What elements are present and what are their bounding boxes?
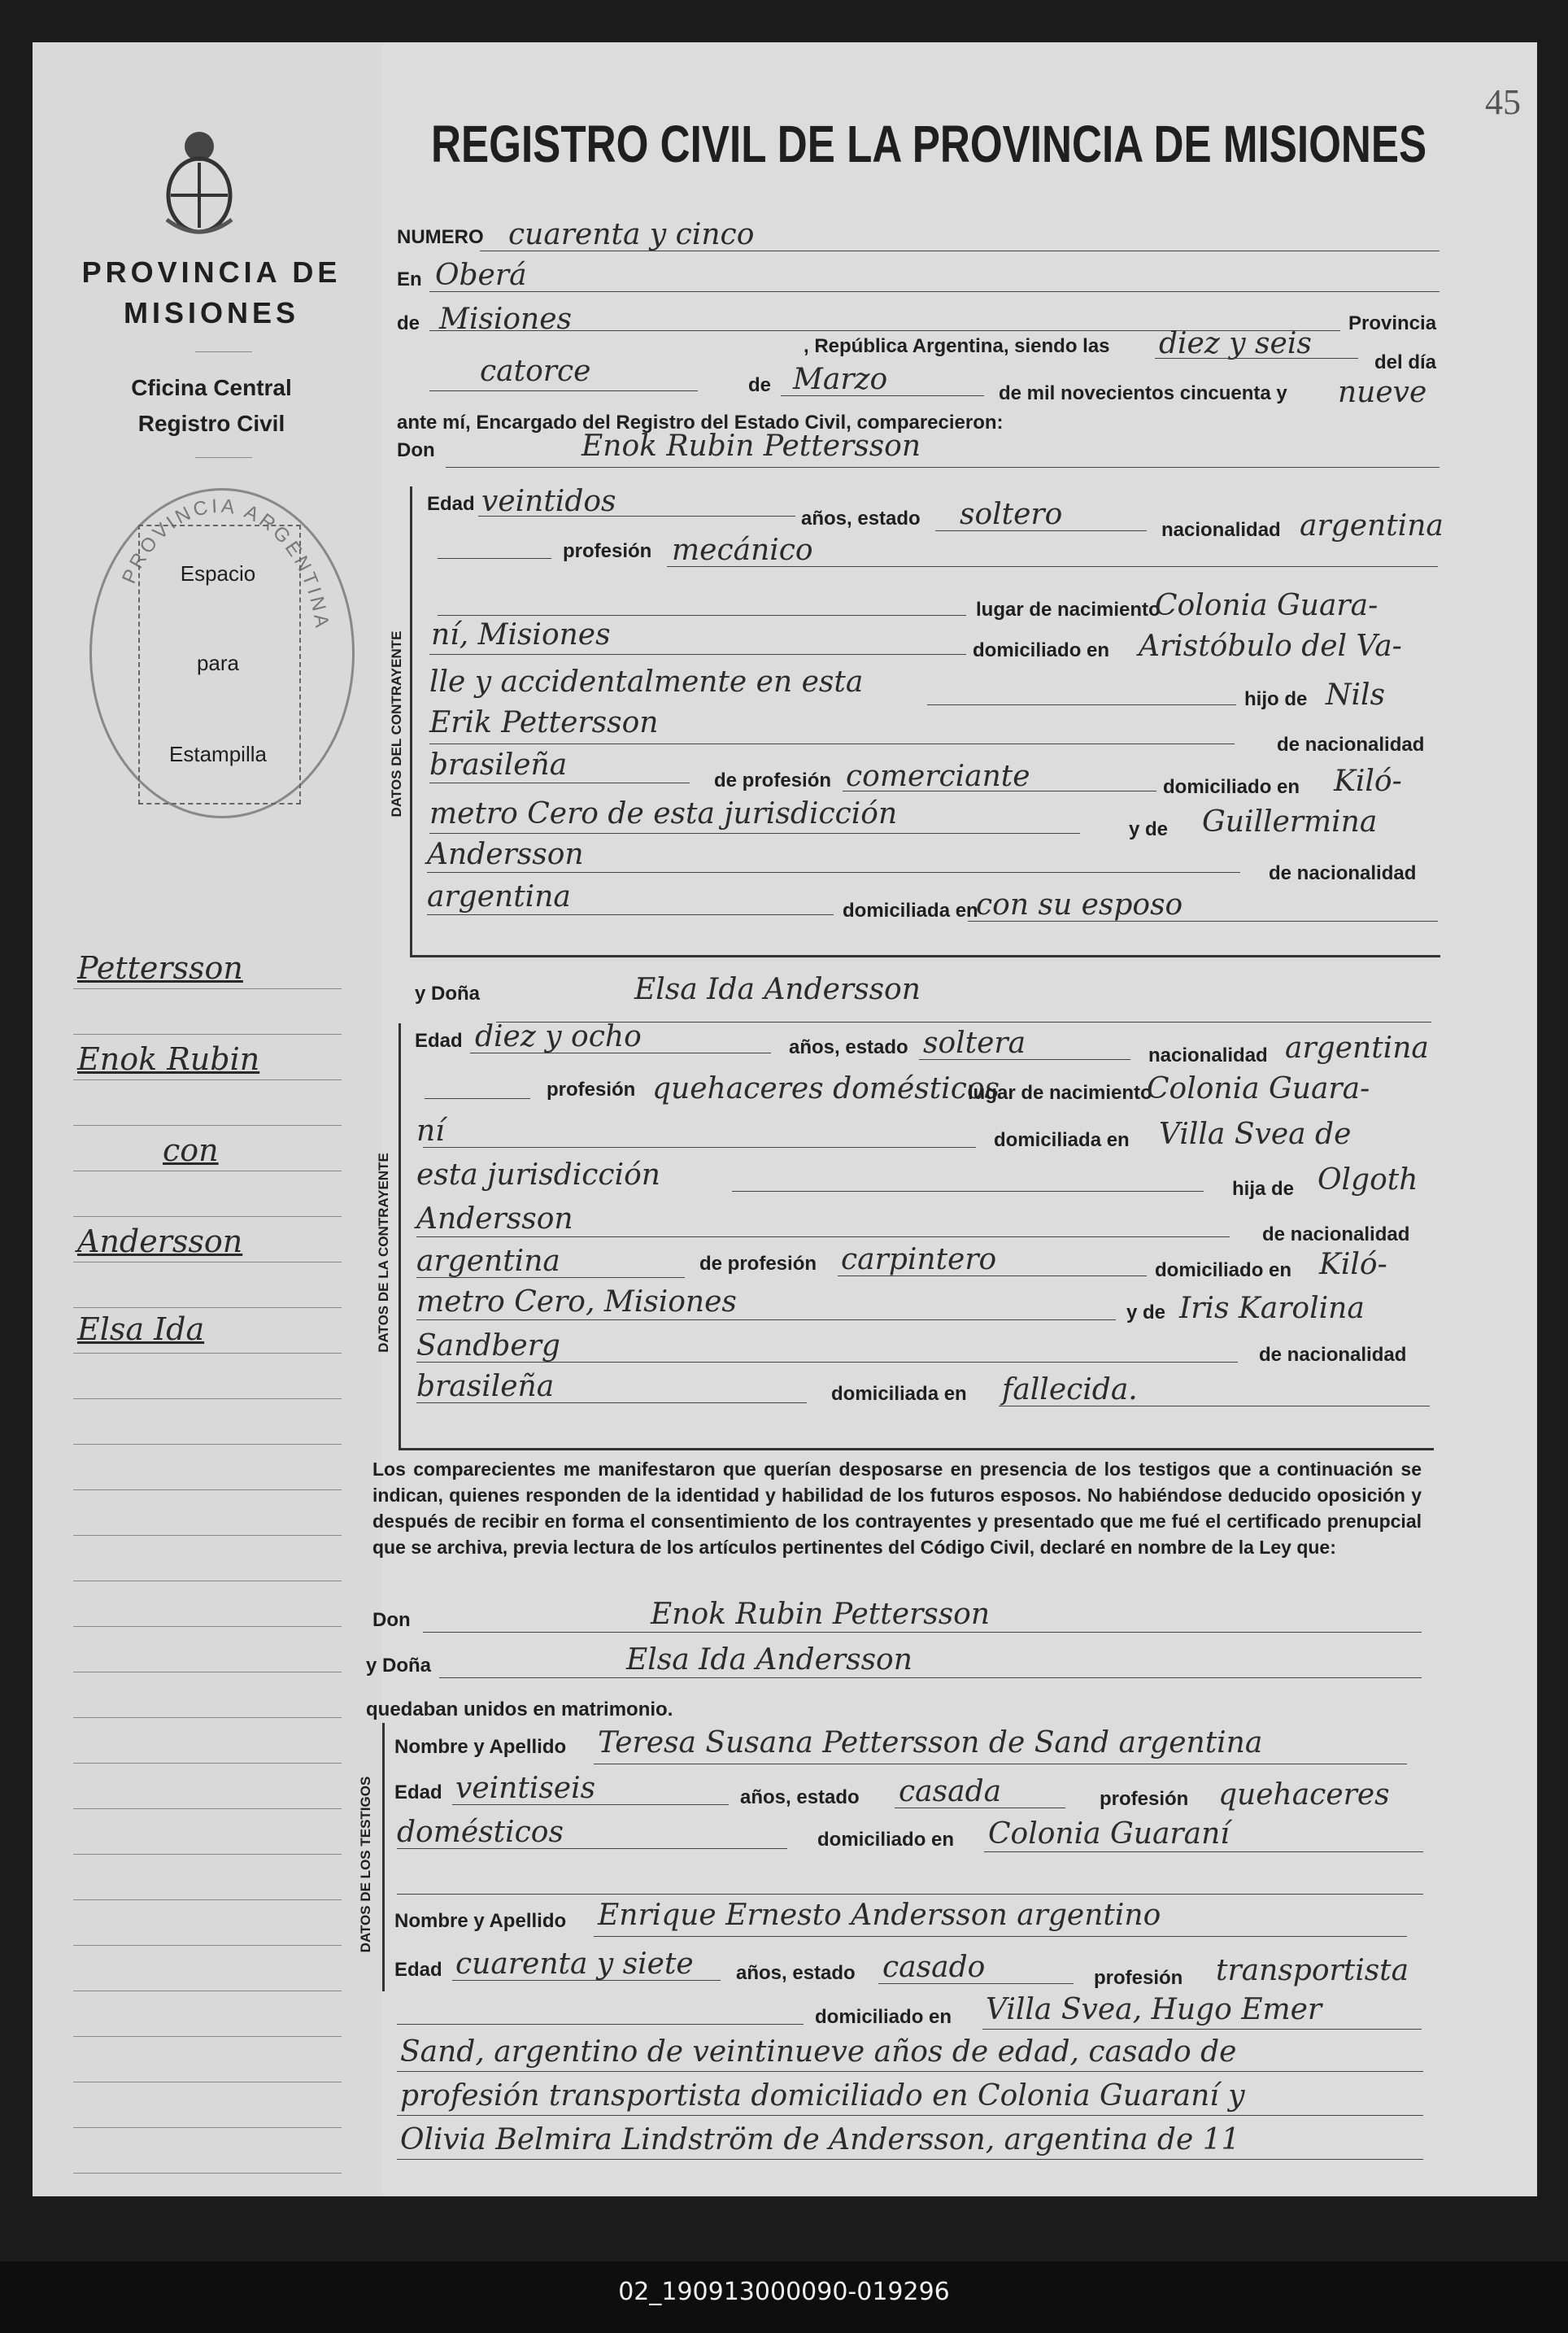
ruled-line bbox=[73, 1034, 342, 1035]
padre-value: Andersson bbox=[416, 1202, 573, 1236]
line bbox=[919, 1059, 1130, 1060]
extra-note-line1: Sand, argentino de veintinueve años de edad, casado de bbox=[400, 2035, 1237, 2069]
edad-label: Edad bbox=[394, 1959, 442, 1981]
domiciliado-label-2: domiciliado en bbox=[1163, 776, 1300, 798]
padre-value: Erik Pettersson bbox=[429, 706, 659, 739]
y-de-label: y de bbox=[1126, 1302, 1166, 1323]
page-title: REGISTRO CIVIL DE LA PROVINCIA DE MISIONES bbox=[431, 115, 1427, 173]
anos-estado: años, estado bbox=[789, 1036, 908, 1058]
padre-nacionalidad: brasileña bbox=[429, 748, 568, 782]
line bbox=[397, 2159, 1423, 2160]
ante-text: ante mí, Encargado del Registro del Estado Civil, comparecieron: bbox=[397, 412, 1004, 434]
profesion-label: profesión bbox=[547, 1079, 636, 1101]
estado-value: soltero bbox=[960, 498, 1063, 531]
witness1-name: Teresa Susana Pettersson de Sand argentina bbox=[598, 1726, 1263, 1760]
domiciliada-label-2: domiciliada en bbox=[831, 1383, 967, 1405]
witness1-profession-2: domésticos bbox=[397, 1816, 564, 1849]
line bbox=[397, 2024, 804, 2025]
hour-value: diez y seis bbox=[1159, 327, 1312, 360]
del-dia-label: del día bbox=[1374, 351, 1437, 373]
estado-value: soltera bbox=[923, 1027, 1026, 1060]
line bbox=[984, 1851, 1423, 1852]
dona-value: Elsa Ida Andersson bbox=[626, 1643, 912, 1677]
month-value: Marzo bbox=[793, 363, 888, 396]
line bbox=[423, 1632, 1422, 1633]
y-de-label: y de bbox=[1129, 818, 1169, 840]
anos-estado: años, estado bbox=[801, 508, 921, 530]
line bbox=[429, 390, 698, 391]
lugar-label: lugar de nacimiento bbox=[976, 599, 1161, 621]
domicilio-value-2: lle y accidentalmente en esta bbox=[429, 665, 864, 699]
nacionalidad-label: nacionalidad bbox=[1148, 1044, 1268, 1066]
lugar-value: Colonia Guara- bbox=[1155, 589, 1379, 622]
dona-value: Elsa Ida Andersson bbox=[634, 973, 921, 1006]
nacionalidad-value: argentina bbox=[1285, 1031, 1429, 1065]
domicilio-value-2: esta jurisdicción bbox=[416, 1158, 660, 1192]
line bbox=[439, 1677, 1422, 1678]
line bbox=[416, 1319, 1116, 1320]
stamp-word-espacio: Espacio bbox=[180, 561, 256, 586]
line bbox=[427, 872, 1240, 873]
domiciliada-label: domiciliada en bbox=[843, 900, 978, 922]
nacionalidad-value: argentina bbox=[1300, 509, 1444, 543]
extra-note-line2: profesión transportista domiciliado en Colonia Guaraní y bbox=[400, 2079, 1245, 2113]
divider bbox=[195, 351, 252, 352]
witness2-status: casado bbox=[882, 1951, 986, 1984]
de-nacionalidad-2: de nacionalidad bbox=[1259, 1344, 1407, 1366]
witness1-status: casada bbox=[899, 1775, 1002, 1808]
domiciliado-label: domiciliado en bbox=[817, 1829, 955, 1851]
province-line1: PROVINCIA DE bbox=[81, 255, 342, 289]
line bbox=[878, 1983, 1074, 1984]
ruled-line bbox=[73, 1125, 342, 1126]
ruled-line bbox=[73, 1899, 342, 1900]
de-value: Misiones bbox=[439, 303, 573, 336]
de-nacionalidad: de nacionalidad bbox=[1262, 1223, 1410, 1245]
witness1-address: Colonia Guaraní bbox=[988, 1817, 1230, 1851]
line bbox=[429, 654, 966, 655]
office-line1: Cficina Central bbox=[131, 375, 292, 400]
edad-label: Edad bbox=[394, 1781, 442, 1803]
office-heading bbox=[49, 370, 374, 442]
lugar-value-2: ní, Misiones bbox=[431, 618, 611, 652]
lugar-value-2: ní bbox=[416, 1114, 445, 1148]
stamp-ring-label: PROVINCIA ARGENTINA bbox=[118, 495, 333, 632]
madre-value-2: Andersson bbox=[427, 838, 584, 871]
ruled-line bbox=[73, 1216, 342, 1217]
domiciliado-label: domiciliado en bbox=[815, 2006, 952, 2028]
don-label: Don bbox=[372, 1609, 411, 1631]
line bbox=[478, 516, 795, 517]
day-value: catorce bbox=[480, 355, 591, 388]
nombre-apellido-label: Nombre y Apellido bbox=[394, 1910, 567, 1932]
profesion-value: mecánico bbox=[672, 534, 813, 567]
line bbox=[416, 1362, 1238, 1363]
line bbox=[416, 1236, 1230, 1237]
office-line2: Registro Civil bbox=[137, 411, 285, 436]
de-nacionalidad-2: de nacionalidad bbox=[1269, 862, 1417, 884]
province-heading bbox=[49, 252, 374, 334]
left-register-page bbox=[33, 42, 385, 2196]
witness2-name: Enrique Ernesto Andersson argentino bbox=[598, 1899, 1161, 1932]
hijo-label: hijo de bbox=[1244, 688, 1308, 710]
de-nacionalidad: de nacionalidad bbox=[1277, 734, 1425, 756]
line bbox=[416, 1402, 807, 1403]
ruled-line bbox=[73, 1307, 342, 1308]
witness1-age: veintiseis bbox=[455, 1772, 596, 1805]
padre-nacionalidad: argentina bbox=[416, 1245, 560, 1278]
numero-label: NUMERO bbox=[397, 226, 484, 248]
witness1-profession: quehaceres bbox=[1218, 1778, 1390, 1812]
line bbox=[416, 1277, 685, 1278]
padre-profesion: comerciante bbox=[846, 760, 1030, 793]
page-number: 45 bbox=[1485, 82, 1521, 122]
hijo-value: Nils bbox=[1326, 678, 1386, 712]
bride-section-label: DATOS DE LA CONTRAYENTE bbox=[376, 1153, 391, 1353]
ruled-line bbox=[73, 1854, 342, 1855]
provincia-label: Provincia bbox=[1348, 312, 1437, 334]
ruled-line bbox=[73, 1353, 342, 1354]
padre-domicilio: Kiló- bbox=[1319, 1248, 1387, 1281]
declaration-paragraph: Los comparecientes me manifestaron que querían desposarse en presencia de los testigos que a continuación se indican, quienes responden de la identidad y habilidad de los futuros esposos. No habiéndose deducido oposición y después de recibir en forma el consentimiento de los contrayentes y presentado que me fué el certificado prenupcial que se archiva, previa lectura de los artículos pertinentes del Código Civil, declaré en nombre de la Ley que: bbox=[372, 1459, 1422, 1558]
ruled-line bbox=[73, 1763, 342, 1764]
don-value: Enok Rubin Pettersson bbox=[581, 430, 921, 463]
madre-value-2: Sandberg bbox=[416, 1329, 560, 1363]
extra-note-line3: Olivia Belmira Lindström de Andersson, argentina de 11 bbox=[400, 2123, 1240, 2156]
padre-domicilio: Kiló- bbox=[1334, 765, 1402, 798]
ruled-line bbox=[73, 1535, 342, 1536]
de-label: de bbox=[397, 312, 420, 334]
line bbox=[667, 566, 1438, 567]
stamp-word-estampilla: Estampilla bbox=[169, 742, 267, 766]
lugar-value: Colonia Guara- bbox=[1147, 1072, 1370, 1105]
padre-domicilio-2: metro Cero de esta jurisdicción bbox=[429, 797, 898, 831]
ruled-line bbox=[73, 2127, 342, 2128]
line bbox=[397, 1894, 1423, 1895]
padre-domicilio-2: metro Cero, Misiones bbox=[416, 1285, 737, 1319]
line bbox=[968, 921, 1438, 922]
profesion-label: profesión bbox=[563, 540, 652, 562]
line bbox=[452, 1804, 729, 1805]
line bbox=[452, 1980, 721, 1981]
republica-text: , República Argentina, siendo las bbox=[804, 335, 1110, 357]
line bbox=[397, 2115, 1423, 2116]
ruled-line bbox=[73, 1945, 342, 1946]
don-value: Enok Rubin Pettersson bbox=[651, 1598, 991, 1631]
edad-value: diez y ocho bbox=[475, 1020, 642, 1053]
groom-section-label: DATOS DEL CONTRAYENTE bbox=[389, 630, 404, 818]
line bbox=[594, 1936, 1407, 1937]
line bbox=[397, 1848, 787, 1849]
profesion-label: profesión bbox=[1100, 1788, 1189, 1810]
domiciliado-label: domiciliado en bbox=[973, 639, 1110, 661]
line bbox=[1155, 358, 1358, 359]
profesion-value: quehaceres domésticos bbox=[652, 1072, 1000, 1105]
margin-name: Enok Rubin bbox=[77, 1041, 260, 1077]
year-text: de mil novecientos cincuenta y bbox=[999, 382, 1287, 404]
line bbox=[397, 2071, 1423, 2072]
line bbox=[438, 558, 551, 559]
profesion-label: profesión bbox=[1094, 1967, 1183, 1989]
witnesses-section-label: DATOS DE LOS TESTIGOS bbox=[358, 1776, 373, 1953]
madre-value: Iris Karolina bbox=[1179, 1292, 1365, 1325]
margin-name: Pettersson bbox=[77, 950, 243, 986]
year-value: nueve bbox=[1338, 376, 1427, 409]
scan-identifier: 02_190913000090-019296 bbox=[618, 2278, 950, 2306]
ruled-line bbox=[73, 1717, 342, 1718]
margin-name: Elsa Ida bbox=[77, 1311, 205, 1347]
edad-value: veintidos bbox=[481, 485, 616, 518]
nacionalidad-label: nacionalidad bbox=[1161, 519, 1281, 541]
line bbox=[982, 2029, 1422, 2030]
numero-value: cuarenta y cinco bbox=[508, 218, 755, 251]
line bbox=[425, 1098, 530, 1099]
line bbox=[427, 914, 834, 915]
ruled-line bbox=[73, 1444, 342, 1445]
madre-nacionalidad: argentina bbox=[427, 880, 571, 914]
y-dona-label: y Doña bbox=[415, 983, 481, 1005]
line bbox=[446, 467, 1440, 468]
anos-estado: años, estado bbox=[740, 1786, 860, 1808]
madre-domicilio: fallecida. bbox=[1002, 1373, 1138, 1406]
stamp-word-para: para bbox=[196, 651, 240, 675]
ruled-line bbox=[73, 1808, 342, 1809]
padre-profesion: carpintero bbox=[841, 1243, 997, 1276]
hija-value: Olgoth bbox=[1318, 1163, 1418, 1197]
witness2-address: Villa Svea, Hugo Emer bbox=[986, 1993, 1322, 2026]
line bbox=[927, 704, 1236, 705]
domiciliada-label: domiciliada en bbox=[994, 1129, 1130, 1151]
en-value: Oberá bbox=[435, 259, 527, 292]
margin-name: con bbox=[163, 1132, 219, 1168]
y-dona-label: y Doña bbox=[366, 1655, 432, 1677]
ruled-line bbox=[73, 1079, 342, 1080]
ruled-line bbox=[73, 1489, 342, 1490]
en-label: En bbox=[397, 268, 422, 290]
nombre-apellido-label: Nombre y Apellido bbox=[394, 1736, 567, 1758]
edad-label: Edad bbox=[427, 493, 475, 515]
domiciliado-label: domiciliado en bbox=[1155, 1259, 1292, 1281]
line bbox=[935, 530, 1147, 531]
edad-label: Edad bbox=[415, 1030, 463, 1052]
line bbox=[423, 1147, 976, 1148]
domicilio-value: Villa Svea de bbox=[1159, 1118, 1352, 1151]
coat-of-arms-icon bbox=[155, 122, 244, 244]
divider bbox=[195, 457, 252, 458]
ruled-line bbox=[73, 1626, 342, 1627]
line bbox=[781, 395, 984, 396]
line bbox=[429, 291, 1440, 292]
ruled-line bbox=[73, 1398, 342, 1399]
hija-label: hija de bbox=[1232, 1178, 1295, 1200]
line bbox=[438, 615, 966, 616]
line bbox=[429, 833, 1080, 834]
madre-value: Guillermina bbox=[1202, 805, 1378, 839]
witness2-profession: transportista bbox=[1216, 1954, 1409, 1987]
anos-estado: años, estado bbox=[736, 1962, 856, 1984]
line bbox=[732, 1191, 1204, 1192]
de-profesion: de profesión bbox=[699, 1253, 817, 1275]
margin-name: Andersson bbox=[77, 1223, 243, 1259]
de-label-2: de bbox=[748, 374, 772, 396]
witness2-age: cuarenta y siete bbox=[455, 1947, 694, 1981]
don-label: Don bbox=[397, 439, 435, 461]
ruled-line bbox=[73, 988, 342, 989]
ruled-line bbox=[73, 2036, 342, 2037]
lugar-label: lugar de nacimiento bbox=[968, 1082, 1152, 1104]
domicilio-value: Aristóbulo del Va- bbox=[1139, 630, 1402, 663]
de-profesion: de profesión bbox=[714, 770, 832, 791]
closing-text: quedaban unidos en matrimonio. bbox=[366, 1699, 673, 1720]
madre-nacionalidad: brasileña bbox=[416, 1370, 555, 1403]
madre-domicilio: con su esposo bbox=[976, 888, 1183, 922]
ruled-line bbox=[73, 2173, 342, 2174]
province-line2: MISIONES bbox=[123, 296, 300, 329]
